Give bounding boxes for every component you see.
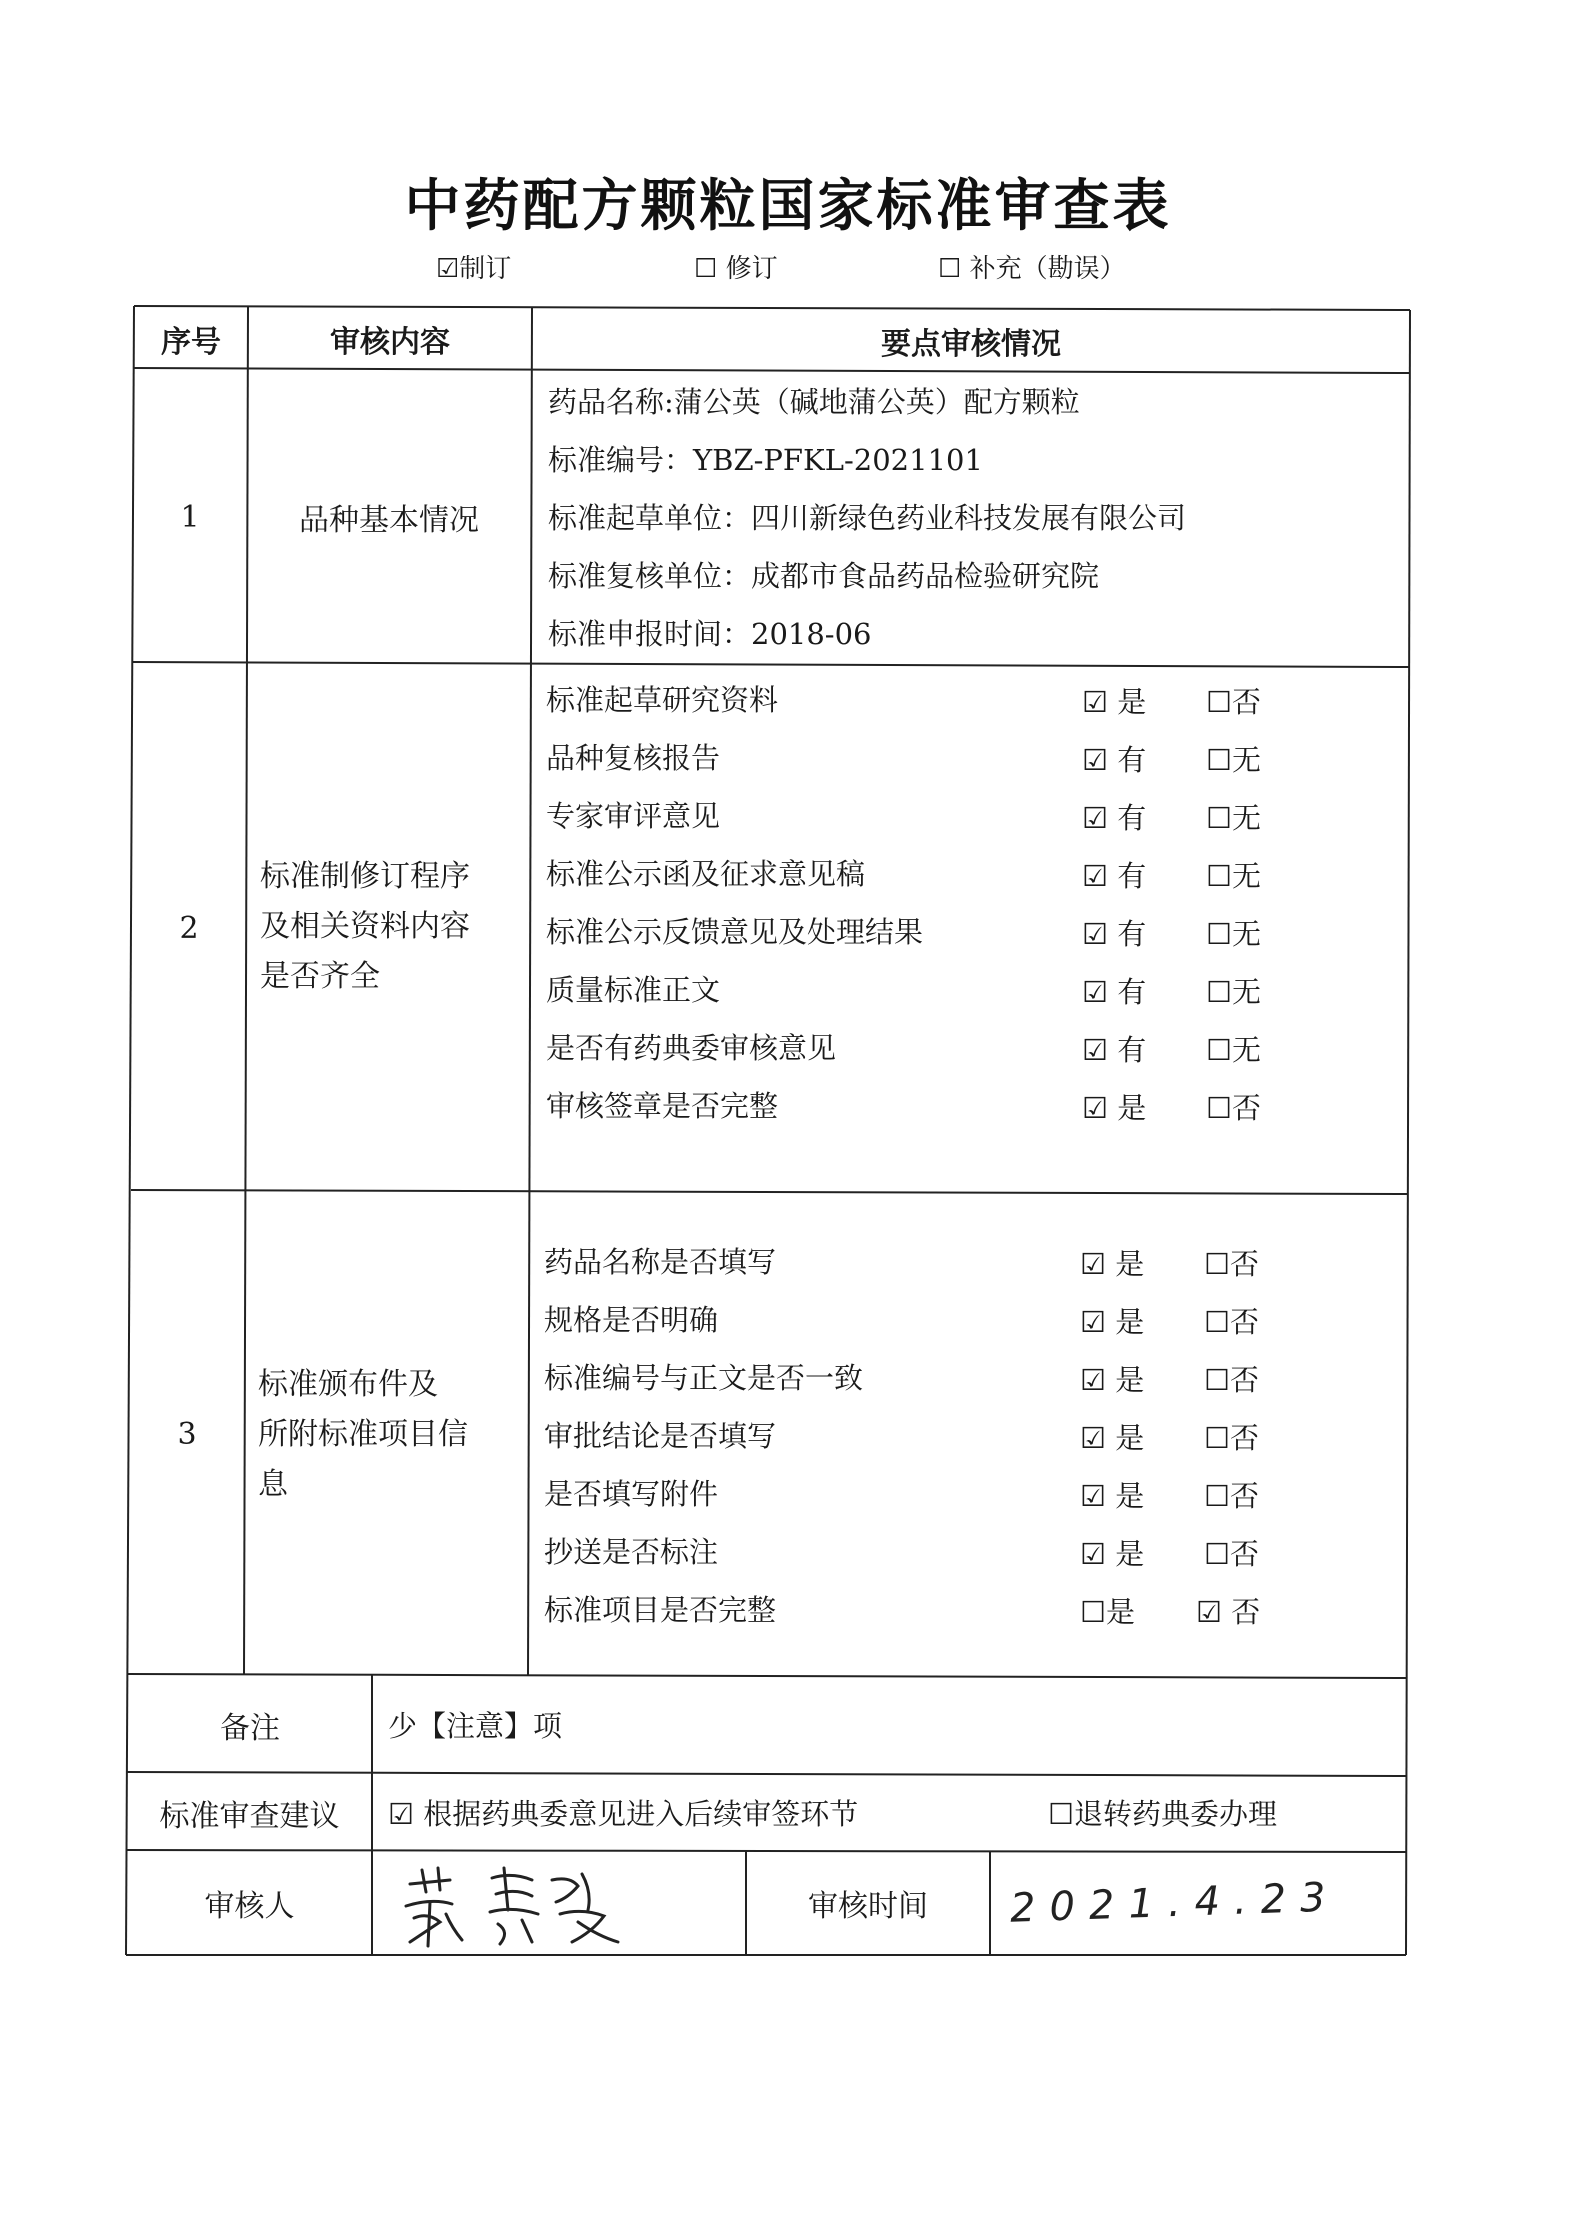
section2-item-label: 标准公示反馈意见及处理结果	[546, 915, 924, 949]
section1-line-reviewer: 标准复核单位：成都市食品药品检验研究院	[548, 559, 1100, 593]
section1-line-drafter: 标准起草单位：四川新绿色药业科技发展有限公司	[548, 501, 1187, 535]
checkbox-yes[interactable]: ☑ 是	[1080, 1305, 1145, 1339]
checkbox-yes[interactable]: ☐是	[1080, 1595, 1135, 1629]
checkbox-yes[interactable]: ☑ 是	[1080, 1247, 1145, 1281]
checkbox-no[interactable]: ☐否	[1204, 1421, 1259, 1455]
section2-name	[260, 852, 470, 1002]
section1-line-standard-no: 标准编号：YBZ-PFKL-2021101	[548, 443, 983, 477]
header-content: 审核内容	[330, 325, 450, 360]
checkbox-no[interactable]: ☑ 否	[1196, 1595, 1261, 1629]
section3-name-line: 标准颁布件及	[258, 1367, 438, 1402]
section2-item-label: 审核签章是否完整	[546, 1089, 779, 1123]
suggestion-option-proceed[interactable]: ☑ 根据药典委意见进入后续审签环节	[388, 1797, 859, 1831]
section3-item-label: 审批结论是否填写	[544, 1419, 777, 1453]
checkbox-yes[interactable]: ☑ 是	[1080, 1421, 1145, 1455]
checkbox-yes[interactable]: ☑ 是	[1080, 1479, 1145, 1513]
checkbox-yes[interactable]: ☑ 有	[1082, 1033, 1147, 1067]
checkbox-no[interactable]: ☐无	[1206, 917, 1261, 951]
section1-name: 品种基本情况	[299, 503, 479, 538]
checkbox-yes[interactable]: ☑ 有	[1082, 975, 1147, 1009]
checkbox-yes[interactable]: ☑ 有	[1082, 801, 1147, 835]
checkbox-no[interactable]: ☐否	[1204, 1537, 1259, 1571]
section3-item-label: 标准项目是否完整	[544, 1593, 777, 1627]
header-no: 序号	[161, 325, 221, 360]
checkbox-no[interactable]: ☐无	[1206, 975, 1261, 1009]
section2-item-label: 是否有药典委审核意见	[546, 1031, 837, 1065]
section2-name-line: 及相关资料内容	[260, 909, 470, 944]
checkbox-yes[interactable]: ☑ 有	[1082, 917, 1147, 951]
section1-line-date: 标准申报时间：2018-06	[548, 617, 872, 651]
checkbox-yes[interactable]: ☑ 是	[1082, 1091, 1147, 1125]
checkbox-yes[interactable]: ☑ 有	[1082, 743, 1147, 777]
section3-name	[258, 1360, 468, 1510]
section3-item-label: 是否填写附件	[544, 1477, 719, 1511]
remarks-label: 备注	[220, 1711, 280, 1746]
review-time-label: 审核时间	[808, 1889, 928, 1924]
section3-item-label: 规格是否明确	[544, 1303, 719, 1337]
reviewer-label: 审核人	[204, 1889, 295, 1924]
section2-item-label: 标准起草研究资料	[546, 683, 779, 717]
review-time-value: 2021.4.23	[1009, 1874, 1341, 1932]
checkbox-no[interactable]: ☐否	[1206, 1091, 1261, 1125]
checkbox-no[interactable]: ☐无	[1206, 859, 1261, 893]
checkbox-no[interactable]: ☐否	[1204, 1305, 1259, 1339]
checkbox-yes[interactable]: ☑ 是	[1080, 1363, 1145, 1397]
header-status: 要点审核情况	[881, 327, 1061, 362]
section1-no: 1	[180, 499, 200, 535]
checkbox-yes[interactable]: ☑ 是	[1082, 685, 1147, 719]
checkbox-no[interactable]: ☐否	[1206, 685, 1261, 719]
section2-item-label: 专家审评意见	[546, 799, 721, 833]
checkbox-no[interactable]: ☐无	[1206, 801, 1261, 835]
section3-item-label: 药品名称是否填写	[544, 1245, 777, 1279]
checkbox-yes[interactable]: ☑ 有	[1082, 859, 1147, 893]
section3-name-line: 息	[258, 1467, 288, 1502]
section2-name-line: 是否齐全	[260, 959, 380, 994]
checkbox-no[interactable]: ☐否	[1204, 1363, 1259, 1397]
section1-line-drug-name: 药品名称:蒲公英（碱地蒲公英）配方颗粒	[548, 385, 1080, 419]
suggestion-option-return[interactable]: ☐退转药典委办理	[1048, 1797, 1277, 1831]
checkbox-yes[interactable]: ☑ 是	[1080, 1537, 1145, 1571]
suggestion-label: 标准审查建议	[159, 1799, 340, 1834]
section3-item-label: 标准编号与正文是否一致	[544, 1361, 864, 1395]
section2-item-label: 品种复核报告	[546, 741, 721, 775]
section3-name-line: 所附标准项目信	[258, 1417, 468, 1452]
option-supplement: ☐ 补充（勘误）	[938, 254, 1126, 284]
remarks-value: 少【注意】项	[388, 1709, 563, 1743]
section2-item-label: 质量标准正文	[546, 973, 721, 1007]
section2-no: 2	[179, 910, 199, 946]
option-establish: ☑制订	[436, 254, 512, 284]
checkbox-no[interactable]: ☐无	[1206, 1033, 1261, 1067]
checkbox-no[interactable]: ☐无	[1206, 743, 1261, 777]
signature-graphic	[392, 1862, 632, 1950]
section3-no: 3	[177, 1416, 197, 1452]
checkbox-no[interactable]: ☐否	[1204, 1247, 1259, 1281]
section3-item-label: 抄送是否标注	[544, 1535, 719, 1569]
section2-item-label: 标准公示函及征求意见稿	[546, 857, 866, 891]
page-title: 中药配方颗粒国家标准审查表	[404, 174, 1172, 239]
option-revise: ☐ 修订	[694, 254, 778, 284]
section2-name-line: 标准制修订程序	[260, 859, 470, 894]
checkbox-no[interactable]: ☐否	[1204, 1479, 1259, 1513]
reviewer-signature	[392, 1862, 732, 1950]
